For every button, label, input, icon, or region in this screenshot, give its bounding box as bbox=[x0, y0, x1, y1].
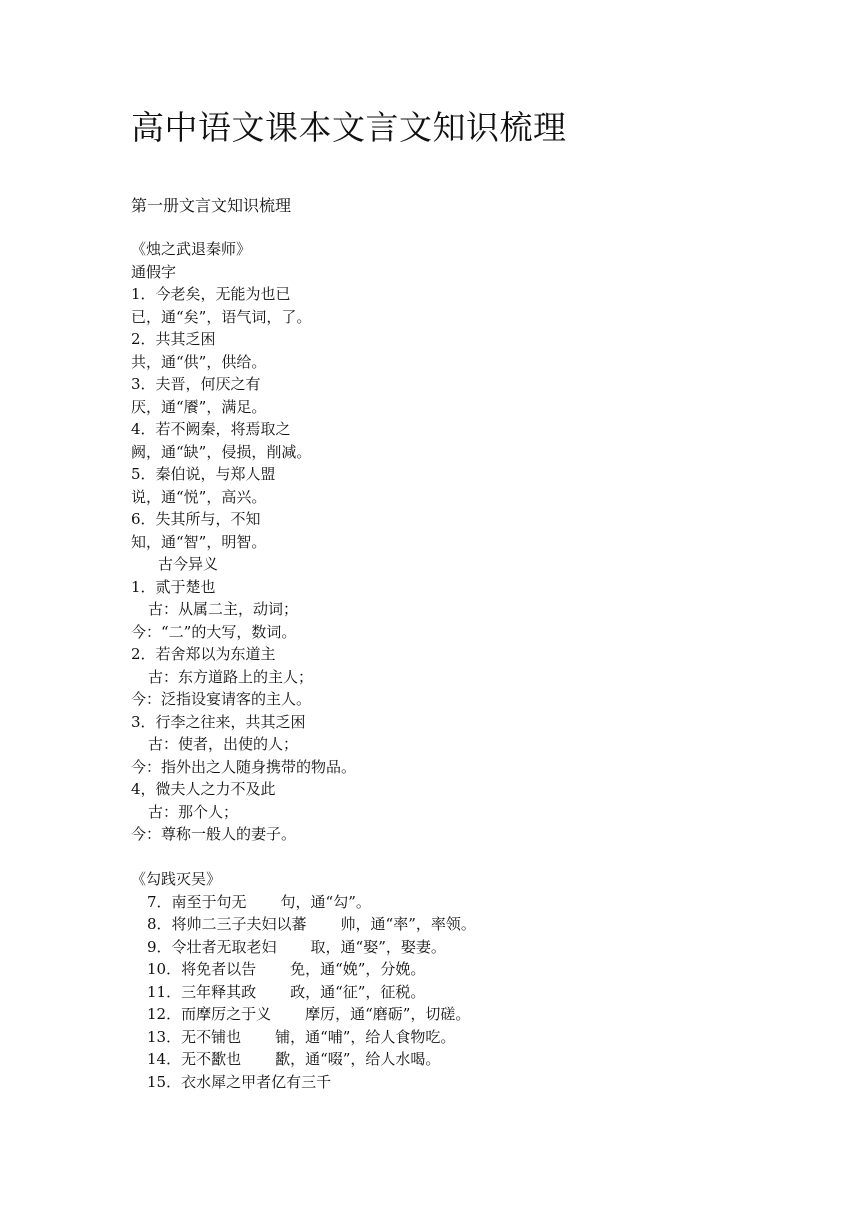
tongjia-item bbox=[131, 891, 476, 914]
blank-line bbox=[131, 846, 476, 869]
item-sentence: 14．无不歠也 bbox=[147, 1050, 242, 1068]
example-sentence: 4，微夫人之力不及此 bbox=[131, 780, 276, 798]
item-sentence: 11．三年释其政 bbox=[147, 982, 257, 1001]
tongjia-item bbox=[131, 936, 476, 959]
modern-meaning: 今：泛指设宴请客的主人。 bbox=[131, 690, 312, 708]
item-note: 帅，通“率”，率领。 bbox=[340, 915, 476, 933]
ancient-meaning: 古：东方道路上的主人； bbox=[148, 667, 314, 686]
document-title: 高中语文课本文言文知识梳理 bbox=[131, 108, 567, 147]
text-title-zhuzhiwu: 《烛之武退秦师》 bbox=[131, 240, 252, 258]
tongjia-item bbox=[131, 913, 476, 936]
tongjia-item bbox=[131, 958, 476, 981]
ancient-meaning: 古：那个人； bbox=[148, 802, 239, 821]
example-sentence: 1．今老矣，无能为也已 bbox=[131, 285, 291, 303]
section-heading: 第一册文言文知识梳理 bbox=[131, 196, 292, 215]
item-sentence: 12．而摩厉之于义 bbox=[147, 1005, 272, 1023]
item-note: 歠，通“啜”，给人水喝。 bbox=[275, 1050, 441, 1068]
example-sentence: 2．共其乏困 bbox=[131, 330, 216, 348]
item-note: 取，通“娶”，娶妻。 bbox=[310, 937, 446, 956]
tongjia-item bbox=[131, 1071, 476, 1094]
tongjia-item bbox=[131, 981, 476, 1004]
example-sentence: 6．失其所与，不知 bbox=[131, 510, 261, 528]
item-note: 免，通“娩”，分娩。 bbox=[290, 960, 426, 978]
item-sentence: 7．南至于句无 bbox=[147, 892, 247, 911]
explanation: 阙，通“缺”，侵损，削减。 bbox=[131, 442, 312, 461]
modern-meaning: 今：尊称一般人的妻子。 bbox=[131, 825, 297, 843]
modern-meaning: 今：“二”的大写，数词。 bbox=[131, 622, 297, 641]
example-sentence: 3．夫晋，何厌之有 bbox=[131, 375, 261, 393]
example-sentence: 5．秦伯说，与郑人盟 bbox=[131, 465, 276, 483]
tongjia-item bbox=[131, 1048, 476, 1071]
tongjia-item bbox=[131, 1003, 476, 1026]
text-title-goujian: 《勾践灭吴》 bbox=[131, 870, 222, 888]
example-sentence: 4．若不阙秦，将焉取之 bbox=[131, 420, 291, 438]
document-body bbox=[131, 238, 476, 1093]
item-note: 政，通“征”，征税。 bbox=[290, 982, 426, 1001]
explanation: 共，通“供”，供给。 bbox=[131, 352, 267, 371]
tongjia-item bbox=[131, 1026, 476, 1049]
item-note: 摩厉，通“磨砺”，切磋。 bbox=[305, 1005, 471, 1023]
ancient-meaning: 古：从属二主，动词； bbox=[148, 600, 299, 618]
item-sentence: 8．将帅二三子夫妇以蕃 bbox=[147, 915, 307, 933]
explanation: 厌，通“餍”，满足。 bbox=[131, 397, 267, 416]
explanation: 已，通“矣”，语气词，了。 bbox=[131, 307, 312, 326]
example-sentence: 3．行李之往来，共其乏困 bbox=[131, 712, 306, 731]
item-note: 铺，通“哺”，给人食物吃。 bbox=[275, 1027, 456, 1046]
explanation: 知，通“智”，明智。 bbox=[131, 532, 267, 551]
item-sentence: 13．无不铺也 bbox=[147, 1027, 242, 1046]
item-sentence: 15．衣水犀之甲者亿有三千 bbox=[147, 1072, 332, 1091]
example-sentence: 1．贰于楚也 bbox=[131, 577, 216, 596]
example-sentence: 2．若舍郑以为东道主 bbox=[131, 645, 276, 663]
modern-meaning: 今：指外出之人随身携带的物品。 bbox=[131, 757, 357, 776]
explanation: 说，通“悦”，高兴。 bbox=[131, 487, 267, 506]
heading-tongjiazi: 通假字 bbox=[131, 262, 177, 281]
item-note: 句，通“勾”。 bbox=[280, 892, 371, 911]
heading-gujinyiyi: 古今异义 bbox=[158, 555, 219, 573]
item-sentence: 9．令壮者无取老妇 bbox=[147, 937, 277, 956]
item-sentence: 10．将免者以告 bbox=[147, 960, 257, 978]
ancient-meaning: 古：使者，出使的人； bbox=[148, 735, 299, 753]
